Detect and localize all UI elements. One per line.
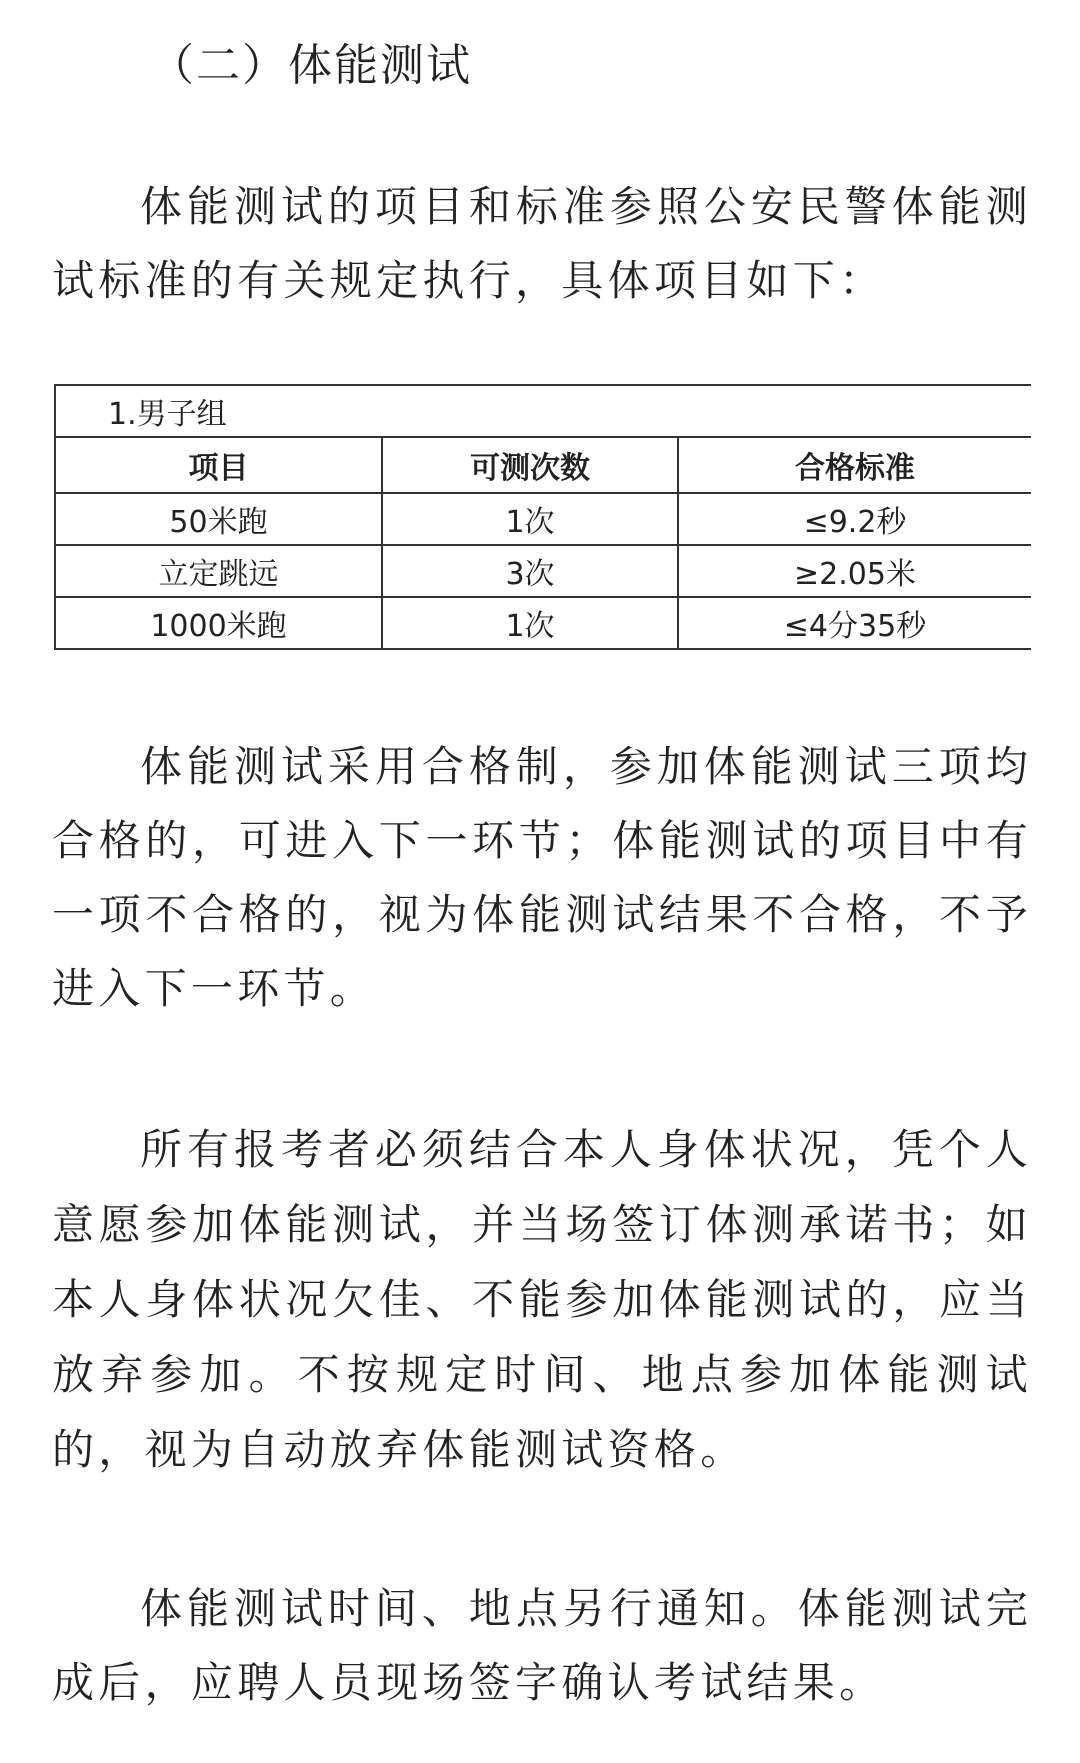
cell-standard: ≤4分35秒 [678,597,1031,649]
cell-standard: ≥2.05米 [678,545,1031,597]
table-header-row [55,437,1031,493]
cell-standard: ≤9.2秒 [678,493,1031,545]
cell-attempts: 1次 [382,493,678,545]
cell-attempts: 3次 [382,545,678,597]
table-row [55,597,1031,649]
cell-attempts: 1次 [382,597,678,649]
pass-rule-paragraph: 体能测试采用合格制，参加体能测试三项均合格的，可进入下一环节；体能测试的项目中有一项不合格的，视为体能测试结果不合格，不予进入下一环节。 [52,742,1032,1013]
table-row [55,545,1031,597]
header-standard: 合格标准 [678,437,1031,493]
section-heading: （二）体能测试 [150,40,472,91]
cell-item: 50米跑 [55,493,382,545]
notice-paragraph: 体能测试时间、地点另行通知。体能测试完成后，应聘人员现场签字确认考试结果。 [52,1584,1032,1707]
participation-paragraph: 所有报考者必须结合本人身体状况，凭个人意愿参加体能测试，并当场签订体测承诺书；如本人身体状况欠佳、不能参加体能测试的，应当放弃参加。不按规定时间、地点参加体能测试的，视为自动放弃体能测试资格。 [52,1125,1032,1474]
cell-item: 1000米跑 [55,597,382,649]
header-attempts: 可测次数 [382,437,678,493]
table-row [55,493,1031,545]
table-group-caption: 1.男子组 [55,385,1031,437]
header-item: 项目 [55,437,382,493]
standards-table-container [54,384,1030,650]
fitness-standards-table [54,384,1031,650]
cell-item: 立定跳远 [55,545,382,597]
intro-paragraph: 体能测试的项目和标准参照公安民警体能测试标准的有关规定执行，具体项目如下： [52,182,1032,305]
table-caption-row [55,385,1031,437]
